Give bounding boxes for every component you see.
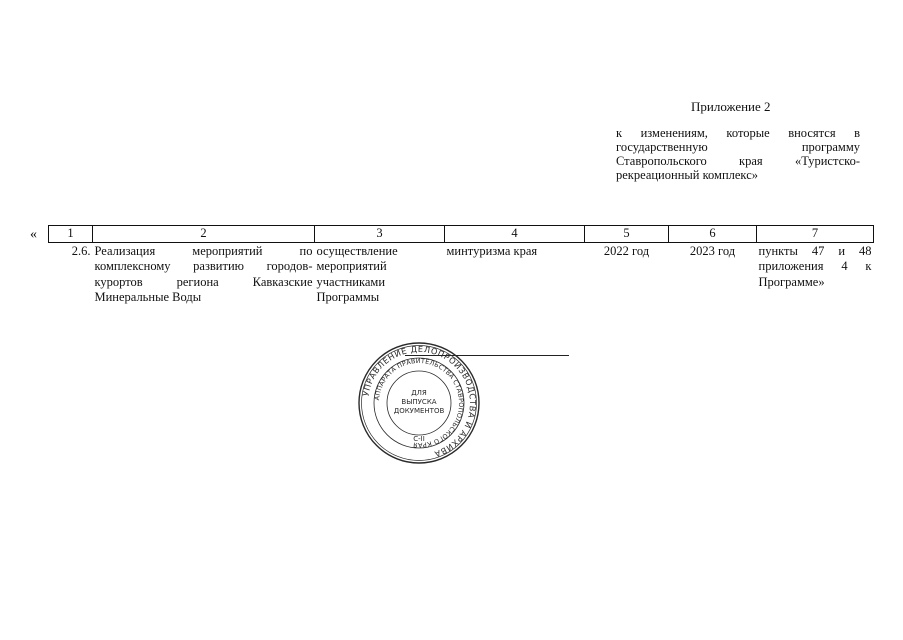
official-seal bbox=[356, 340, 482, 466]
column-number-row bbox=[49, 226, 874, 243]
column-number: 5 bbox=[585, 226, 669, 243]
start-year: 2022 год bbox=[603, 243, 650, 258]
seal-code: С-II bbox=[413, 435, 425, 443]
seal-center-line: ВЫПУСКА bbox=[401, 398, 437, 406]
responsible-executor: минтуризма края bbox=[446, 243, 538, 258]
column-number: 4 bbox=[445, 226, 585, 243]
seal-inner-text: АППАРАТА ПРАВИТЕЛЬСТВА СТАВРОПОЛЬСКОГО КРАЯ bbox=[373, 356, 466, 450]
column-number: 7 bbox=[757, 226, 874, 243]
seal-center-line: ДЛЯ bbox=[411, 389, 427, 397]
appendix-subtitle: к изменениям, которые вносятся в государственную программу Ставропольского края «Туристско-рекреационный комплекс» bbox=[616, 126, 860, 182]
column-number: 3 bbox=[315, 226, 445, 243]
implementation-method: осуществление мероприятий участниками Программы bbox=[316, 243, 398, 304]
open-quote: « bbox=[30, 227, 37, 242]
seal-center-line: ДОКУМЕНТОВ bbox=[393, 407, 445, 415]
column-number: 1 bbox=[49, 226, 93, 243]
appendix-title: Приложение 2 bbox=[691, 99, 771, 114]
end-year: 2023 год bbox=[689, 243, 736, 258]
column-number: 2 bbox=[93, 226, 315, 243]
column-number: 6 bbox=[669, 226, 757, 243]
activity-name: Реализация мероприятий по комплексному развитию городов-курортов региона Кавказские Минеральные Воды bbox=[94, 243, 313, 304]
program-table bbox=[48, 225, 874, 306]
program-link: пункты 47 и 48 приложения 4 к Программе» bbox=[758, 243, 872, 289]
row-number: 2.6. bbox=[71, 243, 91, 258]
seal-outer-text: УПРАВЛЕНИЕ ДЕЛОПРОИЗВОДСТВА И АРХИВА bbox=[360, 343, 479, 460]
table-row bbox=[49, 242, 874, 306]
